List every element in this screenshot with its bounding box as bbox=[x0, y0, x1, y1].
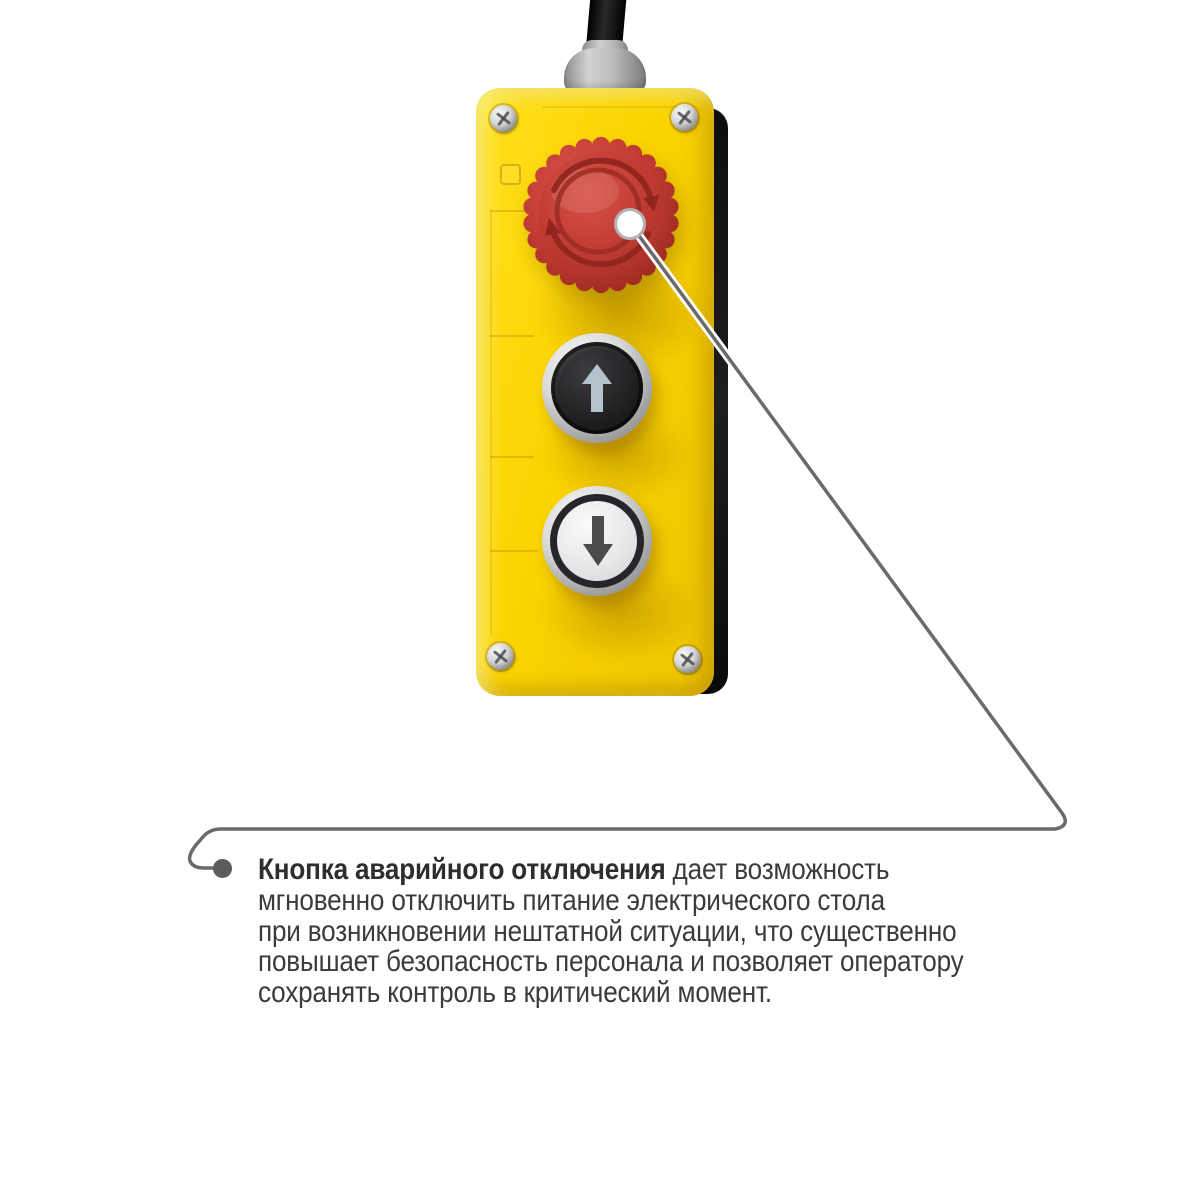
callout-line-4: повышает безопасность персонала и позволяет оператору bbox=[258, 945, 964, 979]
cable-gland bbox=[564, 48, 646, 92]
emergency-stop-button[interactable] bbox=[501, 115, 701, 315]
molding-line-4 bbox=[490, 550, 538, 552]
callout-line-1 bbox=[258, 855, 1006, 886]
callout-bold-lead: Кнопка аварийного отключения bbox=[258, 853, 666, 886]
down-button-face bbox=[557, 501, 637, 581]
molding-seam bbox=[542, 106, 694, 108]
arrow-up-icon bbox=[579, 363, 615, 413]
callout-marker-dot bbox=[614, 208, 646, 240]
molding-line-2 bbox=[490, 335, 534, 337]
callout-line-2: мгновенно отключить питание электрического стола bbox=[258, 883, 885, 917]
callout-text bbox=[258, 855, 1006, 1009]
callout-bullet bbox=[213, 859, 232, 878]
screw-bottom-left bbox=[487, 643, 514, 670]
arrow-down-icon bbox=[580, 515, 616, 567]
screw-bottom-right bbox=[674, 646, 701, 673]
up-button-face bbox=[551, 342, 643, 434]
callout-line-5: сохранять контроль в критический момент. bbox=[258, 976, 772, 1010]
molding-line-vertical bbox=[490, 210, 492, 634]
molding-line-3 bbox=[490, 456, 534, 458]
up-button[interactable] bbox=[542, 333, 652, 443]
down-button[interactable] bbox=[542, 486, 652, 596]
callout-line-3: при возникновении нештатной ситуации, что существенно bbox=[258, 914, 957, 948]
callout-line-1-rest: дает возможность bbox=[672, 853, 890, 886]
